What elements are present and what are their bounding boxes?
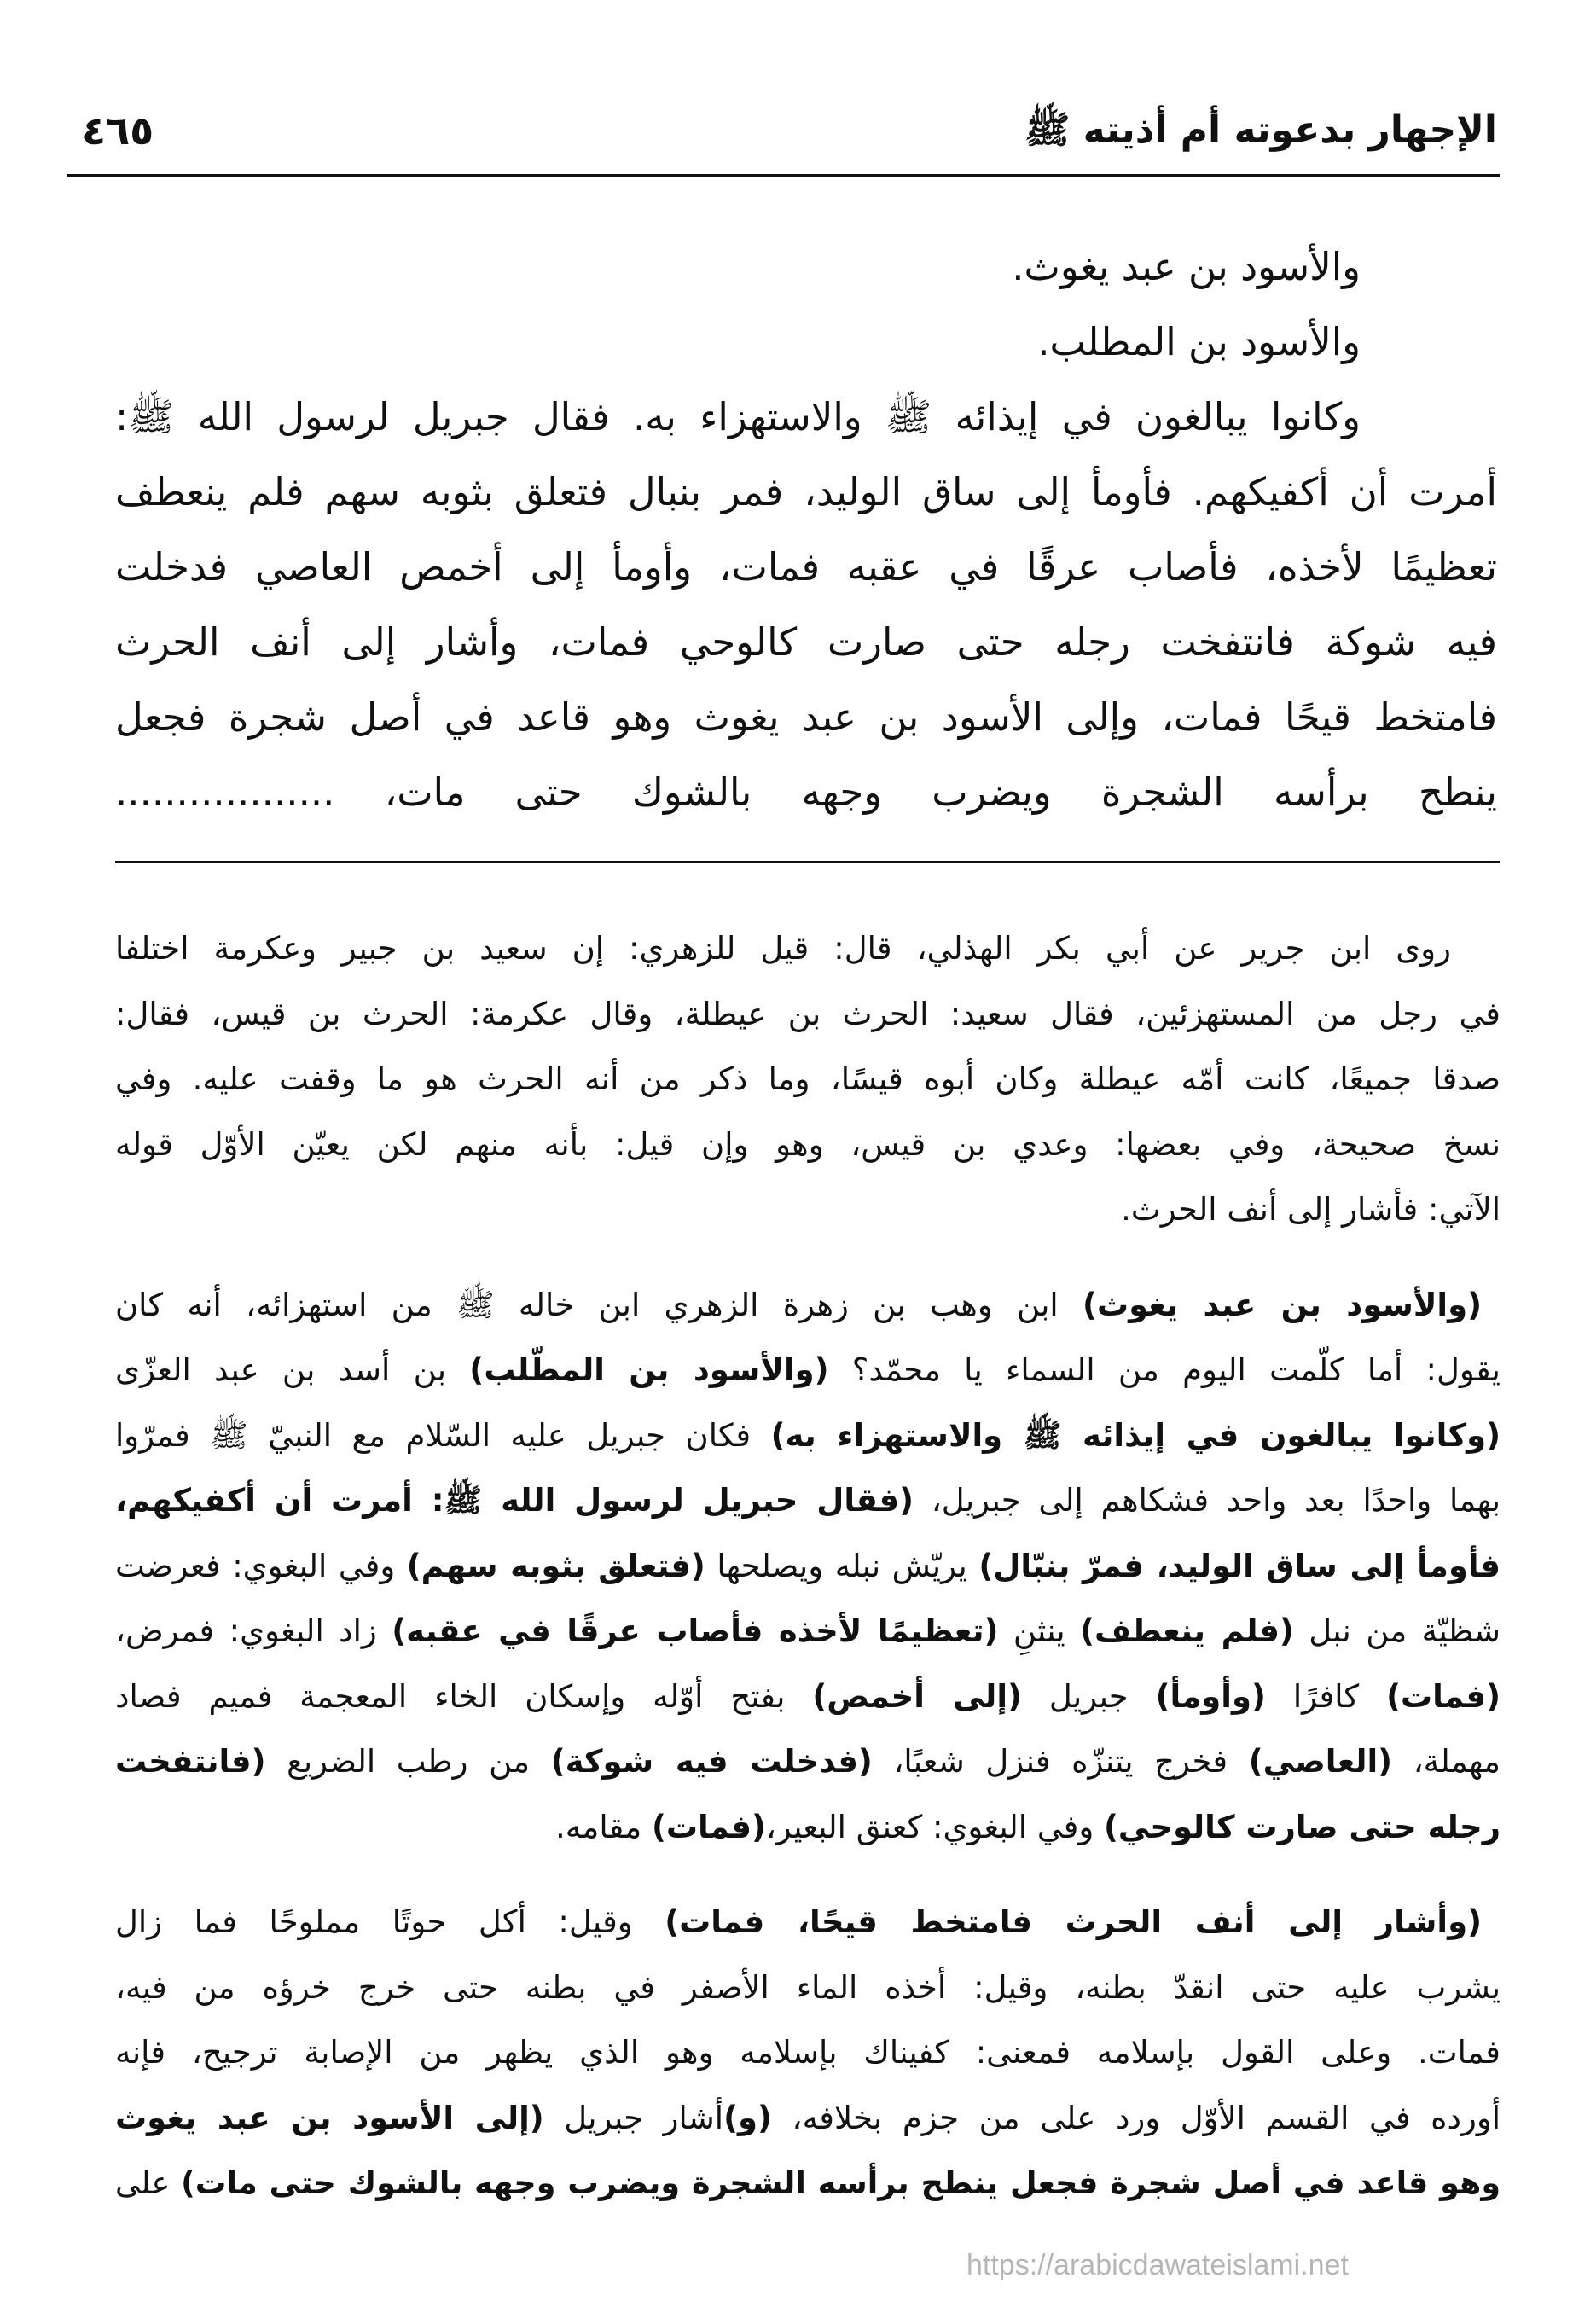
commentary-line [115, 1403, 1500, 1469]
quoted-matn-text: (إلى الأسود بن عبد يغوث [115, 2099, 544, 2136]
running-header-title: الإجهار بدعوته أم أذيته ﷺ [1024, 108, 1497, 152]
main-text-line: فيه شوكة فانتفخت رجله حتى صارت كالوحي فمات، وأشار إلى أنف الحرث [115, 619, 1497, 665]
commentary-text: الآتي: فأشار إلى أنف الحرث. [1121, 1191, 1500, 1228]
commentary-line [115, 1177, 1500, 1243]
commentary-text: وفي البغوي: كعنق البعير، [765, 1808, 1104, 1845]
commentary-text: يقول: أما كلّمت اليوم من السماء يا محمّد؟ [828, 1351, 1500, 1388]
header-rule [67, 174, 1500, 177]
commentary-line [115, 1955, 1500, 2021]
commentary-paragraph [115, 1273, 1500, 1861]
watermark-url: https://arabicdawateislami.net [966, 2249, 1349, 2281]
quoted-matn-text: (فتعلق بثوبه سهم) [406, 1547, 705, 1584]
commentary-text: صدقا جميعًا، كانت أمّه عيطلة وكان أبوه قيسًا، وما ذكر من أنه الحرث هو ما وقفت عليه. وفي [115, 1060, 1500, 1097]
commentary-text: زاد البغوي: فمرض، [115, 1612, 392, 1649]
quoted-matn-text: (وأومأ) [1155, 1677, 1266, 1715]
commentary-line [115, 1047, 1500, 1113]
commentary-line [115, 982, 1500, 1048]
commentary [115, 916, 1500, 2217]
commentary-line [115, 2086, 1500, 2152]
commentary-text: وفي البغوي: فعرضت [115, 1547, 407, 1584]
quoted-matn-text: (تعظيمًا لأخذه فأصاب عرقًا في عقبه) [392, 1612, 999, 1649]
commentary-line [115, 1665, 1500, 1730]
commentary-line [115, 1534, 1500, 1600]
commentary-text: نسخ صحيحة، وفي بعضها: وعدي بن قيس، وهو وإن قيل: بأنه منهم لكن يعيّن الأوّل قوله [115, 1125, 1500, 1163]
main-text-line: فامتخط قيحًا فمات، وإلى الأسود بن عبد يغوث وهو قاعد في أصل شجرة فجعل [115, 694, 1497, 740]
commentary-text: أشار جبريل [543, 2099, 724, 2136]
commentary-text: مقامه. [554, 1808, 652, 1845]
commentary-text: بهما واحدًا بعد واحد فشكاهم إلى جبريل، [914, 1482, 1500, 1519]
main-text-line: أمرت أن أكفيكهم. فأومأ إلى ساق الوليد، فمر بنبال فتعلق بثوبه سهم فلم ينعطف [115, 469, 1497, 514]
quoted-matn-text: (إلى أخمص) [812, 1677, 1022, 1715]
commentary-text: كافرًا [1265, 1677, 1387, 1715]
footnote-separator [115, 861, 1500, 863]
commentary-text: فخرج يتنزّه فنزل شعبًا، [872, 1743, 1249, 1780]
quoted-matn-text: (فمات) [651, 1808, 766, 1845]
quoted-matn-text: (فانتفخت [115, 1743, 266, 1780]
main-text-line: والأسود بن عبد يغوث. [1012, 244, 1361, 289]
quoted-matn-text: فأومأ إلى ساق الوليد، فمرّ بنبّال) [978, 1547, 1501, 1584]
quoted-matn-text: (فدخلت فيه شوكة) [550, 1743, 873, 1780]
commentary-line [115, 1795, 1500, 1861]
main-text [115, 229, 1497, 830]
commentary-text: على [115, 2164, 182, 2201]
main-text-line: وكانوا يبالغون في إيذائه ﷺ والاستهزاء به. فقال جبريل لرسول الله ﷺ: [115, 394, 1361, 439]
commentary-line [115, 1468, 1500, 1534]
commentary-text: في رجل من المستهزئين، فقال سعيد: الحرث بن عيطلة، وقال عكرمة: الحرث بن قيس، فقال: [115, 995, 1500, 1032]
quoted-matn-text: (وأشار إلى أنف الحرث فامتخط قيحًا، فمات) [665, 1903, 1482, 1940]
commentary-text: بن أسد بن عبد العزّى [115, 1351, 470, 1388]
quoted-matn-text: (فمات) [1386, 1677, 1501, 1715]
commentary-text: روى ابن جرير عن أبي بكر الهذلي، قال: قيل للزهري: إن سعيد بن جبير وعكرمة اختلفا [115, 930, 1451, 967]
main-text-line: والأسود بن المطلب. [1037, 319, 1361, 364]
quoted-matn-text: (والأسود بن عبد يغوث) [1083, 1286, 1483, 1323]
quoted-matn-text: (والأسود بن المطّلب) [469, 1351, 829, 1388]
main-text-line: ينطح برأسه الشجرة ويضرب وجهه بالشوك حتى مات، .................. [115, 770, 1497, 815]
commentary-line [115, 1338, 1500, 1403]
quoted-matn-text: رجله حتى صارت كالوحي) [1104, 1808, 1500, 1845]
quoted-matn-text: (فلم ينعطف) [1080, 1612, 1294, 1649]
commentary-line [115, 2020, 1500, 2086]
commentary-text: ينثنِ [998, 1612, 1081, 1649]
commentary-line [115, 1113, 1500, 1178]
commentary-line [115, 1273, 1500, 1339]
commentary-line [115, 1890, 1500, 1955]
commentary-paragraph [115, 1890, 1500, 2217]
commentary-line [115, 1599, 1500, 1665]
commentary-text: بفتح أوّله وإسكان الخاء المعجمة فميم فصاد [115, 1677, 813, 1715]
quoted-matn-text: (فقال حبريل لرسول الله ﷺ: أمرت أن أكفيكهم، [115, 1482, 914, 1519]
commentary-text: مهملة، [1392, 1743, 1500, 1780]
commentary-text: من رطب الضريع [265, 1743, 551, 1780]
commentary-text: فكان جبريل عليه السّلام مع النبيّ ﷺ فمرّوا [115, 1416, 771, 1454]
quoted-matn-text: (و) [723, 2099, 772, 2136]
commentary-text: جبريل [1021, 1677, 1156, 1715]
commentary-line [115, 916, 1500, 982]
quoted-matn-text: (وكانوا يبالغون في إيذائه ﷺ والاستهزاء به) [770, 1416, 1500, 1454]
quoted-matn-text: (العاصي) [1248, 1743, 1393, 1780]
commentary-text: شظيّة من نبل [1293, 1612, 1501, 1649]
page-number: ٤٦٥ [82, 107, 154, 154]
commentary-line [115, 1729, 1500, 1795]
commentary-text: فمات. وعلى القول بإسلامه فمعنى: كفيناك بإسلامه وهو الذي يظهر من الإصابة ترجيح، فإنه [115, 2034, 1500, 2071]
commentary-text: أورده في القسم الأوّل ورد على من جزم بخلافه، [771, 2099, 1500, 2136]
main-text-line: تعظيمًا لأخذه، فأصاب عرقًا في عقبه فمات، وأومأ إلى أخمص العاصي فدخلت [115, 544, 1497, 590]
commentary-line [115, 2151, 1500, 2217]
commentary-text: ابن وهب بن زهرة الزهري ابن خاله ﷺ من استهزائه، أنه كان [115, 1286, 1083, 1323]
commentary-text: وقيل: أكل حوتًا مملوحًا فما زال [115, 1903, 665, 1940]
quoted-matn-text: وهو قاعد في أصل شجرة فجعل ينطح برأسه الشجرة ويضرب وجهه بالشوك حتى مات) [181, 2164, 1501, 2201]
commentary-paragraph [115, 916, 1500, 1243]
commentary-text: يشرب عليه حتى انقدّ بطنه، وقيل: أخذه الماء الأصفر في بطنه حتى خرج خرؤه من فيه، [115, 1968, 1500, 2006]
commentary-text: يريّش نبله ويصلحها [705, 1547, 979, 1584]
